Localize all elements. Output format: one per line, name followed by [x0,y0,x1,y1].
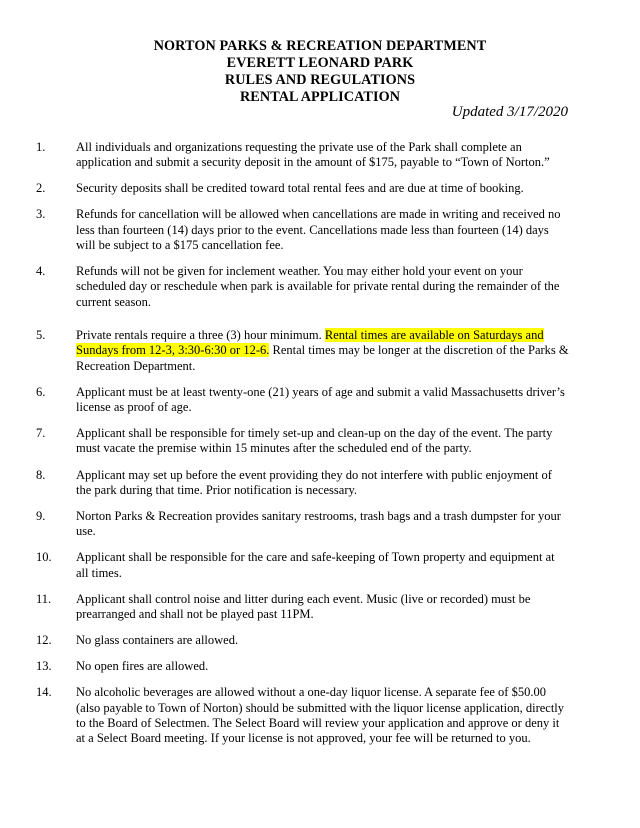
rule-item [36,207,570,253]
document-heading [0,38,640,106]
rules-title: RULES AND REGULATIONS [224,72,416,88]
department-title: NORTON PARKS & RECREATION DEPARTMENT [153,38,487,54]
updated-date: Updated 3/17/2020 [451,104,568,120]
rule-text: Security deposits shall be credited toward total rental fees and are due at time of booking. [76,181,524,196]
rule-item [36,385,570,416]
rule-text [76,328,570,374]
rule-number: 14. [36,685,52,700]
rule-text-before: Private rentals require a three (3) hour minimum. [76,328,325,343]
rule-number: 2. [36,181,46,196]
rule-number: 9. [36,508,46,523]
rule-text: Applicant shall be responsible for timely set-up and clean-up on the day of the event. The party must vacate the premise within 15 minutes after the scheduled end of the party. [76,426,553,456]
rule-item [36,181,570,196]
rule-number: 5. [36,328,46,343]
park-name: EVERETT LEONARD PARK [226,55,414,71]
rule-text: No open fires are allowed. [76,659,209,674]
rule-text: Applicant shall be responsible for the care and safe-keeping of Town property and equipment at all times. [76,550,555,580]
rule-item [36,659,570,674]
rule-number: 1. [36,140,46,154]
rule-item [36,685,570,746]
rule-item [36,264,570,310]
rule-item [36,633,570,648]
rule-text: Applicant shall control noise and litter during each event. Music (live or recorded) must be prearranged and shall not be played past 11PM. [76,591,531,621]
rule-number: 6. [36,384,46,399]
rule-number: 13. [36,659,52,674]
rule-text: Applicant may set up before the event providing they do not interfere with public enjoyment of the park during that time. Prior notification is necessary. [76,467,552,497]
rule-text: Norton Parks & Recreation provides sanitary restrooms, trash bags and a trash dumpster for your use. [76,508,561,539]
rule-number: 8. [36,467,46,482]
rule-number: 11. [36,591,52,606]
rule-number: 12. [36,633,52,648]
application-title: RENTAL APPLICATION [239,89,401,105]
rule-text: Refunds for cancellation will be allowed when cancellations are made in writing and received no less than fourteen (14) days prior to the event. Cancellations made less than fourteen (14) days will be subject to a $175 cancellation fee. [76,207,561,253]
rule-number: 3. [36,207,46,222]
rule-text: Refunds will not be given for inclement weather. You may either hold your event on your scheduled day or reschedule when park is available for private rental during the remainder of the current season. [76,264,560,309]
rule-item [36,592,570,623]
rule-item [36,140,570,171]
rule-number: 7. [36,426,46,441]
rule-text-after: Rental times may be longer at the discretion of the Parks & Recreation Department. [76,343,569,373]
rule-item [36,426,570,457]
rule-text: No glass containers are allowed. [76,633,239,648]
rules-list [36,140,570,757]
rule-item [36,550,570,581]
highlighted-rental-times: Rental times are available on Saturdays and Sundays from 12-3, 3:30-6:30 or 12-6. [76,328,544,358]
rule-text: No alcoholic beverages are allowed without a one-day liquor license. A separate fee of $50.00 (also payable to Town of Norton) should be submitted with the liquor license application, directly to the Board of Selectmen. The Select Board will review your application and approve or deny it at a Select Board meeting. If your license is not approved, your fee will be returned to you. [76,685,565,746]
rule-text: Applicant must be at least twenty-one (21) years of age and submit a valid Massachusetts driver’s license as proof of age. [76,384,565,415]
rule-number: 10. [36,550,52,565]
rule-item [36,468,570,499]
rule-item [36,509,570,540]
rule-number: 4. [36,264,46,279]
rule-text: All individuals and organizations requesting the private use of the Park shall complete an application and submit a security deposit in the amount of $175, payable to “Town of Norton.” [76,140,550,170]
rule-item [36,328,570,374]
